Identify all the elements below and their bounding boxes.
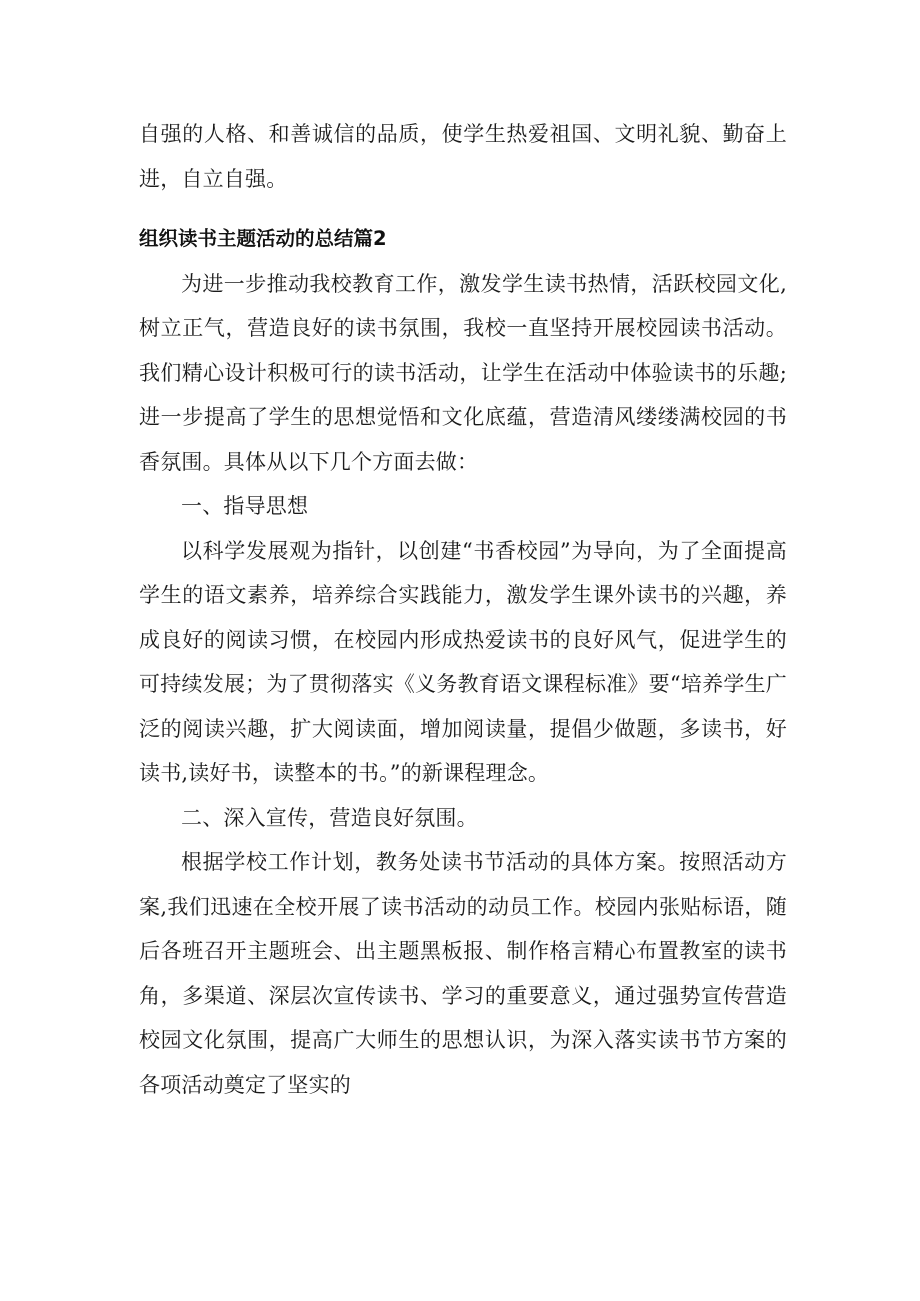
section-title: 组织读书主题活动的总结篇2: [139, 227, 387, 250]
body-paragraph-guiding-ideology: 以科学发展观为指针，以创建“书香校园”为导向，为了全面提高学生的语文素养，培养综合实践能力，激发学生课外读书的兴趣，养成良好的阅读习惯，在校园内形成热爱读书的良好风气，促进学生的可持续发展；为了贯彻落实《义务教育语文课程标准》要“培养学生广泛的阅读兴趣，扩大阅读面，增加阅读量，提倡少做题，多读书，好读书,读好书，读整本的书。”的新课程理念。: [139, 538, 787, 785]
subheading-guiding-ideology: 一、指导思想: [181, 494, 309, 518]
subheading-publicity: 二、深入宣传，营造良好氛围。: [181, 805, 478, 830]
document-body: [139, 112, 787, 1107]
opening-paragraph: 自强的人格、和善诚信的品质，使学生热爱祖国、文明礼貌、勤奋上进，自立自强。: [139, 122, 787, 191]
body-paragraph-intro: 为进一步推动我校教育工作，激发学生读书热情，活跃校园文化,树立正气，营造良好的读书氛围，我校一直坚持开展校园读书活动。我们精心设计积极可行的读书活动，让学生在活动中体验读书的乐趣;进一步提高了学生的思想觉悟和文化底蕴，营造清风缕缕满校园的书香氛围。具体从以下几个方面去做：: [139, 271, 787, 474]
body-paragraph-publicity: 根据学校工作计划，教务处读书节活动的具体方案。按照活动方案,我们迅速在全校开展了读书活动的动员工作。校园内张贴标语，随后各班召开主题班会、出主题黑板报、制作格言精心布置教室的读书角，多渠道、深层次宣传读书、学习的重要意义，通过强势宣传营造校园文化氛围，提高广大师生的思想认识，为深入落实读书节方案的各项活动奠定了坚实的: [139, 850, 787, 1097]
